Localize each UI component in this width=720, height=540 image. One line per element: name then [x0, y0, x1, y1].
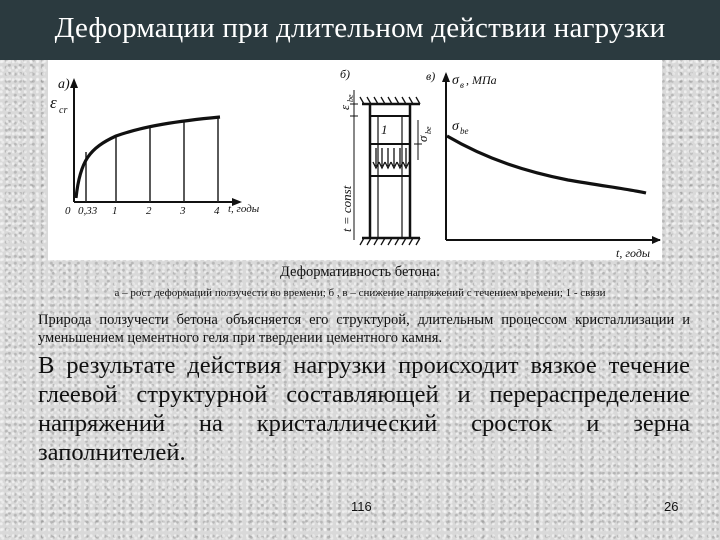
panel-v-start-sub: be	[460, 126, 469, 136]
figure-caption-title: Деформативность бетона:	[279, 264, 441, 280]
panel-v-y-label: σ	[452, 73, 459, 88]
panel-a-y-arrow	[70, 78, 78, 88]
page-number-right: 26	[664, 499, 679, 514]
panel-b-sigma: σ	[415, 135, 430, 142]
panel-a-curve	[76, 117, 220, 198]
panel-a-y-label: ε	[50, 93, 57, 112]
panel-a-tick: 2	[146, 205, 152, 217]
panel-v-curve	[447, 136, 646, 193]
panel-b-eps-group	[337, 94, 355, 110]
panel-a-tick: 0,33	[78, 205, 98, 217]
panel-b	[337, 67, 436, 245]
panel-v-start: σ	[452, 119, 459, 134]
panel-v-y-sub: в	[460, 80, 464, 90]
panel-v-x-arrow	[652, 236, 661, 244]
panel-v-y-units: , МПа	[466, 73, 497, 87]
panel-a-y-sub: cr	[59, 105, 68, 116]
panel-b-label: б)	[340, 67, 351, 81]
panel-a	[50, 77, 260, 217]
page-number-left: 116	[351, 499, 372, 514]
panel-a-tick: 3	[180, 205, 186, 217]
figure-panel	[48, 60, 662, 260]
panel-b-marker: 1	[381, 122, 388, 137]
panel-a-tick: 4	[214, 205, 220, 217]
paragraph-large: В результате действия нагрузки происходит вязкое течение глеевой структурной составляющей и перераспределение напряжений на кристаллический сросток и зерна заполнителей.	[38, 352, 690, 466]
panel-b-eps: ε	[337, 104, 352, 110]
panel-v-x-label: t, годы	[616, 246, 651, 260]
panel-v	[426, 69, 661, 260]
panel-a-tick: 1	[112, 205, 118, 217]
slide-title: Деформации при длительном действии нагрузки	[54, 11, 666, 44]
panel-b-time: t = const	[339, 185, 354, 232]
panel-a-x-label: t, годы	[228, 203, 260, 215]
panel-b-sigma-sub: be	[424, 126, 433, 134]
title-bar	[0, 0, 720, 60]
figure-svg	[48, 60, 662, 260]
paragraph-small: Природа ползучести бетона объясняется его структурой, длительным процессом кристаллизации и уменьшением цементного геля при твердении цементного камня.	[38, 312, 690, 346]
panel-a-label: а)	[58, 77, 70, 92]
figure-caption-legend: а – рост деформаций ползучести во времени; б , в – снижение напряжений с течением времени; 1 - связи	[114, 287, 606, 299]
panel-v-y-arrow	[442, 72, 450, 82]
panel-v-label: в)	[426, 69, 436, 83]
panel-b-eps-sub: be	[346, 94, 355, 102]
panel-a-tick: 0	[65, 205, 71, 217]
